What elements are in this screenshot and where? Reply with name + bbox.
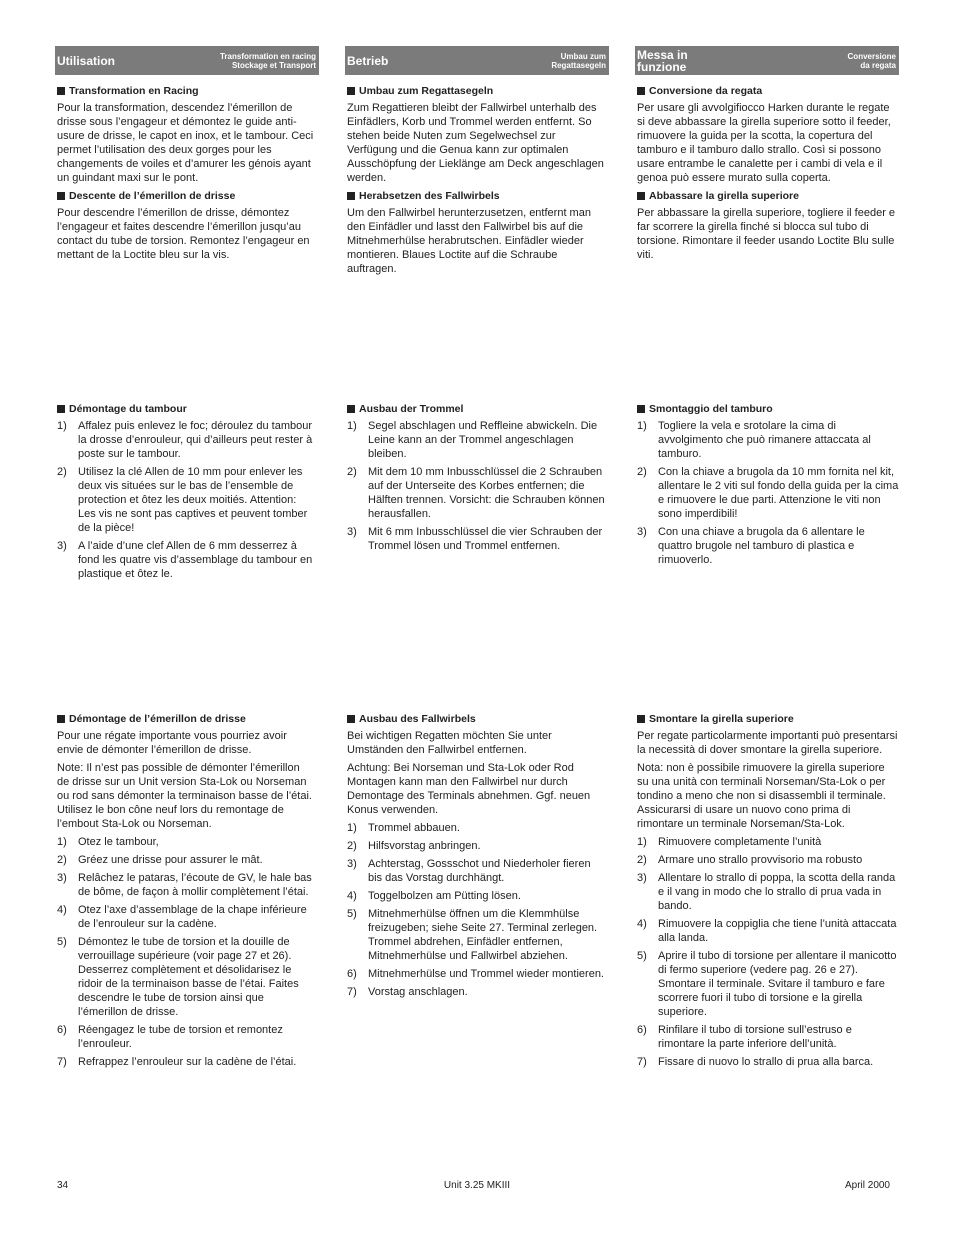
paragraph: Note: Il n’est pas possible de démonter l’émerillon de drisse sur un Unit version Sta-Lok ou Norseman ou rod sans démonter la terminaison basse de l’étai. Utilisez le bon cône neuf lors du remontage de l’embout Sta-Lok ou Norseman. xyxy=(57,762,312,830)
paragraph: Per regate particolarmente importanti può presentarsi la necessità di dover smontare la girella superiore. xyxy=(637,730,898,756)
list-item: 3) Achterstag, Gossschot und Niederholer fieren bis das Vorstag durchhängt. xyxy=(347,858,591,884)
section-heading: Abbassare la girella superiore xyxy=(637,189,899,203)
list-item: 2) Hilfsvorstag anbringen. xyxy=(347,840,481,852)
list-item: 2) Armare uno strallo provvisorio ma robusto xyxy=(637,854,863,866)
header-title: Utilisation xyxy=(57,53,116,68)
section-racing xyxy=(57,84,315,266)
list-item: 1) Otez le tambour, xyxy=(57,836,159,848)
step-list xyxy=(57,835,315,1069)
section-heading: Descente de l’émerillon de drisse xyxy=(57,189,315,203)
list-item: 7) Refrappez l’enrouleur sur la cadène de l’étai. xyxy=(57,1056,297,1068)
column-fr xyxy=(57,84,315,1084)
paragraph: Um den Fallwirbel herunterzusetzen, entfernt man den Einfädler und lasst den Fallwirbel bis auf die Mitnehmerhülse herabrutschen. Einfädler wieder montieren. Blaues Loctite auf die Schraube auftragen. xyxy=(347,207,591,275)
paragraph: Pour la transformation, descendez l’émerillon de drisse sous l’engageur et démontez le guide anti-usure de drisse, le capot en inox, et le tambour. Ceci permet l’utilisation des deux gorges pour les changements de voiles et d’amurer les génois ayant un guindant maxi sur le pont. xyxy=(57,102,314,184)
section-heading: Transformation en Racing xyxy=(57,84,315,98)
paragraph: Bei wichtigen Regatten möchten Sie unter Umständen den Fallwirbel entfernen. xyxy=(347,730,552,756)
list-item: 3) Con una chiave a brugola da 6 allentare le quattro brugole nel tamburo di plastica e rimuoverlo. xyxy=(637,526,865,566)
section-heading: Ausbau des Fallwirbels xyxy=(347,712,605,726)
list-item: 3) Relâchez le pataras, l’écoute de GV, le hale bas de bôme, de façon à mollir complètement l’étai. xyxy=(57,872,312,898)
section-heading: Umbau zum Regattasegeln xyxy=(347,84,605,98)
section-swivel xyxy=(347,712,605,1003)
list-item: 4) Rimuovere la coppiglia che tiene l’unità attaccata alla landa. xyxy=(637,918,897,944)
step-list xyxy=(57,419,315,581)
paragraph: Nota: non è possibile rimuovere la girella superiore su una unità con terminali Norseman/Sta-Lok o per tondino a meno che non si disassembli il terminale. Assicurarsi di usare un nuovo cono prima di rimontare un terminale Norseman/Sta-Lok. xyxy=(637,762,886,830)
bullet-square-icon xyxy=(57,405,65,413)
section-heading: Démontage de l’émerillon de drisse xyxy=(57,712,315,726)
section-swivel xyxy=(57,712,315,1073)
paragraph: Zum Regattieren bleibt der Fallwirbel unterhalb des Einfädlers, Korb und Trommel werden entfernt. So stehen beide Nuten zum Segelwechsel zur Verfügung und die Genua kann zur optimalen Ausschöpfung der Lieklänge am Deck angeschlagen werden. xyxy=(347,102,604,184)
paragraph: Pour descendre l’émerillon de drisse, démontez l’engageur et faites descendre l’émerillon jusqu’au contact du tube de torsion. Remontez l’engageur en mettant de la Loctite bleu sur la vis. xyxy=(57,207,310,261)
section-heading: Smontare la girella superiore xyxy=(637,712,899,726)
list-item: 1) Trommel abbauen. xyxy=(347,822,460,834)
list-item: 7) Fissare di nuovo lo strallo di prua alla barca. xyxy=(637,1056,874,1068)
list-item: 4) Otez l’axe d’assemblage de la chape inférieure de l’enrouleur sur la cadène. xyxy=(57,904,307,930)
list-item: 5) Démontez le tube de torsion et la douille de verrouillage supérieure (voir page 27 et 26). Desserrez complètement et désolidarisez le ridoir de la terminaison basse de l’étai. Faites descendre le tube de torsion ainsi que l’émerillon de drisse. xyxy=(57,936,299,1018)
header-subtitle: Conversione da regata xyxy=(847,51,896,70)
list-item: 4) Toggelbolzen am Pütting lösen. xyxy=(347,890,521,902)
bullet-square-icon xyxy=(347,192,355,200)
list-item: 6) Mitnehmerhülse und Trommel wieder montieren. xyxy=(347,968,604,980)
list-item: 5) Aprire il tubo di torsione per allentare il manicotto di fermo superiore (vedere pag. 26 e 27). Smontare il terminale. Svitare il tamburo e fare scorrere fuori il tubo di torsione e la girella superiore. xyxy=(637,950,897,1018)
section-drum xyxy=(57,402,315,585)
header-title: Betrieb xyxy=(347,53,389,68)
footer-model: Unit 3.25 MKIII xyxy=(443,1180,511,1191)
list-item: 1) Affalez puis enlevez le foc; déroulez du tambour la drosse d’enrouleur, qui d’ailleurs peut rester à poste sur le tambour. xyxy=(57,420,313,460)
list-item: 7) Vorstag anschlagen. xyxy=(347,986,468,998)
section-racing xyxy=(347,84,605,280)
bullet-square-icon xyxy=(637,715,645,723)
bullet-square-icon xyxy=(347,715,355,723)
section-drum xyxy=(637,402,899,571)
list-item: 1) Rimuovere completamente l’unità xyxy=(637,836,822,848)
bullet-square-icon xyxy=(57,715,65,723)
step-list xyxy=(347,419,605,553)
footer-page-number: 34 xyxy=(57,1180,69,1191)
list-item: 3) A l’aide d’une clef Allen de 6 mm desserrez à fond les quatre vis d’assemblage du tambour en plastique et ôtez le. xyxy=(57,540,313,580)
step-list xyxy=(637,419,899,567)
header-fr xyxy=(55,46,319,75)
list-item: 2) Gréez une drisse pour assurer le mât. xyxy=(57,854,263,866)
header-title: Messa in funzione xyxy=(637,47,688,74)
section-heading: Conversione da regata xyxy=(637,84,899,98)
paragraph: Per usare gli avvolgifiocco Harken durante le regate si deve abbassare la girella superiore sotto il feeder, rimuovere la guida per la scotta, la copertura del tamburo e il tamburo dallo strallo. Così si possono usare entrambe le canalette per i cambi di vela e il genoa può essere murato sulla coperta. xyxy=(637,102,891,184)
section-heading: Herabsetzen des Fallwirbels xyxy=(347,189,605,203)
list-item: 5) Mitnehmerhülse öffnen um die Klemmhülse freizugeben; siehe Seite 27. Terminal zerlegen. Trommel abdrehen, Einfädler entfernen, Mitnehmerhülse und Fallwirbel abziehen. xyxy=(347,908,598,962)
bullet-square-icon xyxy=(347,87,355,95)
header-subtitle: Umbau zum Regattasegeln xyxy=(551,51,606,70)
bullet-square-icon xyxy=(637,192,645,200)
list-item: 3) Allentare lo strallo di poppa, la scotta della randa e il vang in modo che lo strallo di prua vada in bando. xyxy=(637,872,896,912)
list-item: 2) Con la chiave a brugola da 10 mm fornita nel kit, allentare le 2 viti sul fondo della guida per la cima e rimuovere le due parti. Attenzione le viti non sono imperdibili! xyxy=(637,466,899,520)
column-de xyxy=(347,84,605,1084)
paragraph: Per abbassare la girella superiore, togliere il feeder e far scorrere la girella finché si blocca sul tubo di torsione. Rimontare il feeder usando Loctite Blu sulle viti. xyxy=(637,207,896,261)
step-list xyxy=(347,821,605,999)
header-subtitle: Transformation en racing Stockage et Transport xyxy=(219,51,316,70)
bullet-square-icon xyxy=(347,405,355,413)
list-item: 1) Togliere la vela e srotolare la cima di avvolgimento che può rimanere attaccata al tamburo. xyxy=(637,420,871,460)
section-heading: Smontaggio del tamburo xyxy=(637,402,899,416)
bullet-square-icon xyxy=(57,87,65,95)
footer-date: April 2000 xyxy=(844,1180,890,1191)
section-racing xyxy=(637,84,899,266)
column-it xyxy=(637,84,899,1084)
section-swivel xyxy=(637,712,899,1073)
step-list xyxy=(637,835,899,1069)
list-item: 2) Utilisez la clé Allen de 10 mm pour enlever les deux vis situées sur le bas de l’ensemble de protection et ôtez les deux moitiés. Attention: Les vis ne sont pas captives et peuvent tomber de la pièce! xyxy=(57,466,308,534)
list-item: 6) Réengagez le tube de torsion et remontez l’enrouleur. xyxy=(57,1024,283,1050)
paragraph: Pour une régate importante vous pourriez avoir envie de démonter l’émerillon de drisse. xyxy=(57,730,287,756)
list-item: 6) Rinfilare il tubo di torsione sull’estruso e rimontare la parte inferiore dell’unità. xyxy=(637,1024,852,1050)
header-it xyxy=(635,46,899,75)
header-de xyxy=(345,46,609,75)
section-heading: Démontage du tambour xyxy=(57,402,315,416)
section-drum xyxy=(347,402,605,557)
bullet-square-icon xyxy=(637,405,645,413)
bullet-square-icon xyxy=(57,192,65,200)
paragraph: Achtung: Bei Norseman und Sta-Lok oder Rod Montagen kann man den Fallwirbel nur durch Demontage des Terminals abnehmen. Ggf. neuen Konus verwenden. xyxy=(347,762,591,816)
list-item: 1) Segel abschlagen und Reffleine abwickeln. Die Leine kann an der Trommel angeschlagen bleiben. xyxy=(347,420,598,460)
list-item: 2) Mit dem 10 mm Inbusschlüssel die 2 Schrauben auf der Unterseite des Korbes entfernen; die Hälften trennen. Vorsicht: die Schrauben können herausfallen. xyxy=(347,466,605,520)
bullet-square-icon xyxy=(637,87,645,95)
list-item: 3) Mit 6 mm Inbusschlüssel die vier Schrauben der Trommel lösen und Trommel entfernen. xyxy=(347,526,603,552)
section-heading: Ausbau der Trommel xyxy=(347,402,605,416)
